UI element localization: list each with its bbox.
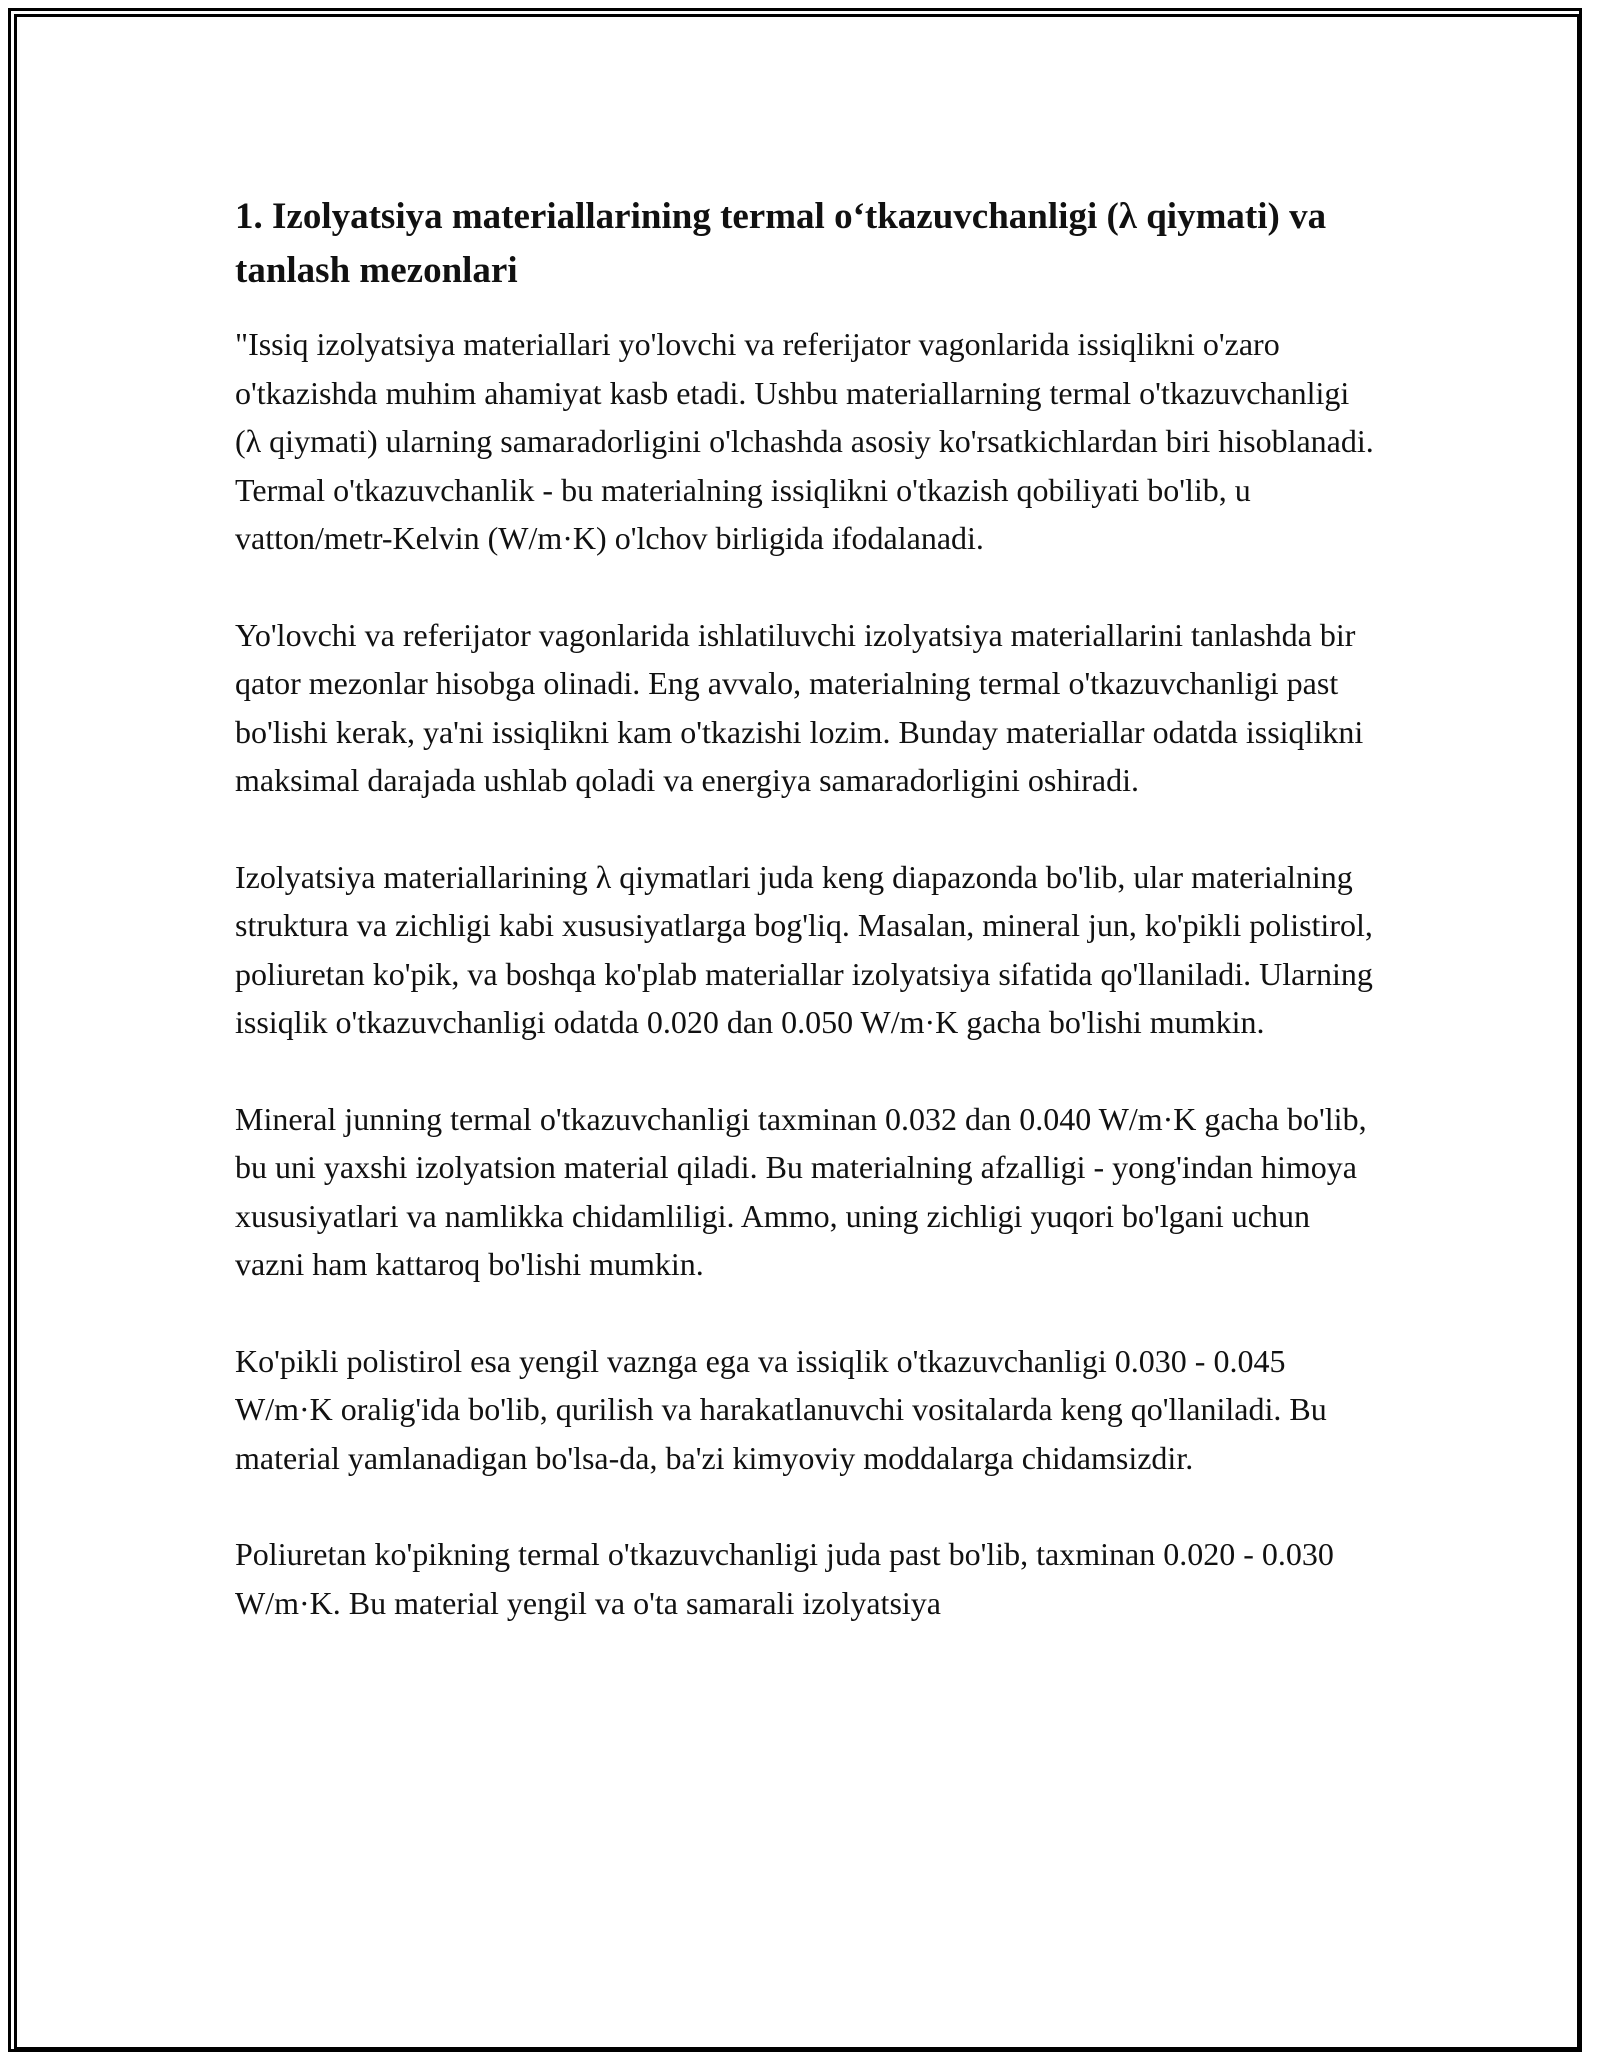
paragraph-5: Ko'pikli polistirol esa yengil vaznga ega va issiqlik o'tkazuvchanligi 0.030 - 0.045 W/m·K oralig'ida bo'lib, qurilish va harakatlanuvchi vositalarda keng qo'llaniladi. Bu material yamlanadigan bo'lsa-da, ba'zi kimyoviy moddalarga chidamsizdir. (235, 1342, 1327, 1476)
document-body (235, 190, 1375, 1675)
paragraph-1: "Issiq izolyatsiya materiallari yo'lovchi va referijator vagonlarida issiqlikni o'zaro o'tkazishda muhim ahamiyat kasb etadi. Ushbu materiallarning termal o'tkazuvchanligi (λ qiymati) ularning samaradorligini o'lchashda asosiy ko'rsatkichlardan biri hisoblanadi. Termal o'tkazuvchanlik - bu materialning issiqlikni o'tkazish qobiliyati bo'lib, u vatton/metr-Kelvin (W/m·K) o'lchov birligida ifodalanadi. (235, 326, 1374, 556)
section-heading: 1. Izolyatsiya materiallarining termal o‘tkazuvchanligi (λ qiymati) va tanlash mezonlari (235, 196, 1327, 291)
paragraph-4: Mineral junning termal o'tkazuvchanligi taxminan 0.032 dan 0.040 W/m·K gacha bo'lib, bu uni yaxshi izolyatsion material qiladi. Bu materialning afzalligi - yong'indan himoya xususiyatlari va namlikka chidamliligi. Ammo, uning zichligi yuqori bo'lgani uchun vazni ham kattaroq bo'lishi mumkin. (235, 1100, 1367, 1282)
paragraph-3: Izolyatsiya materiallarining λ qiymatlari juda keng diapazonda bo'lib, ular materialning struktura va zichligi kabi xususiyatlarga bog'liq. Masalan, mineral jun, ko'pikli polistirol, poliuretan ko'pik, va boshqa ko'plab materiallar izolyatsiya sifatida qo'llaniladi. Ularning issiqlik o'tkazuvchanligi odatda 0.020 dan 0.050 W/m·K gacha bo'lishi mumkin. (235, 858, 1373, 1040)
paragraph-6: Poliuretan ko'pikning termal o'tkazuvchanligi juda past bo'lib, taxminan 0.020 - 0.030 W/m·K. Bu material yengil va o'ta samarali izolyatsiya (235, 1536, 1334, 1621)
paragraph-2: Yo'lovchi va referijator vagonlarida ishlatiluvchi izolyatsiya materiallarini tanlashda bir qator mezonlar hisobga olinadi. Eng avvalo, materialning termal o'tkazuvchanligi past bo'lishi kerak, ya'ni issiqlikni kam o'tkazishi lozim. Bunday materiallar odatda issiqlikni maksimal darajada ushlab qoladi va energiya samaradorligini oshiradi. (235, 616, 1364, 798)
